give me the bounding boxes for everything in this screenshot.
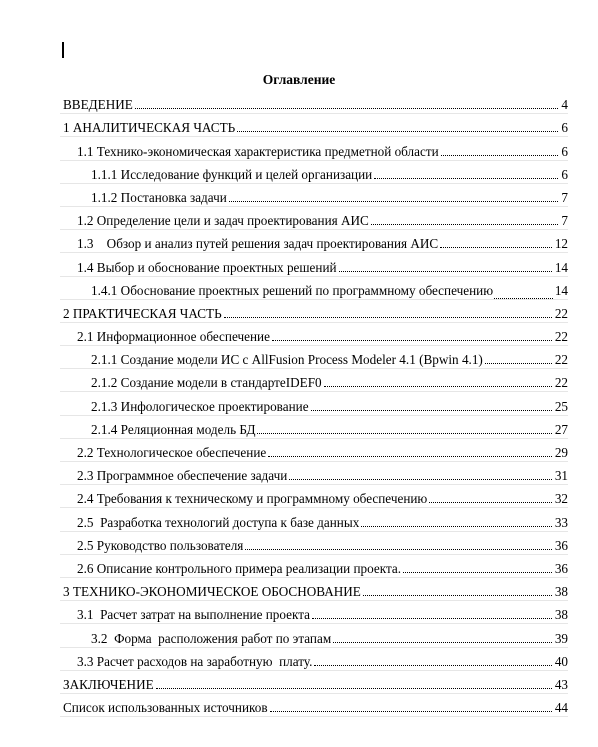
toc-page-number: 39 (554, 630, 568, 646)
toc-entry-text: 2.1 Информационное обеспечение (77, 329, 270, 345)
toc-page-number: 12 (554, 236, 568, 252)
toc-leader-dots (270, 711, 552, 712)
toc-page-number: 36 (554, 560, 568, 576)
toc-page-number: 29 (554, 445, 568, 460)
toc-page-number: 44 (554, 700, 568, 716)
toc-page-number: 22 (554, 305, 568, 321)
toc-entry-text: 2.6 Описание контрольного примера реализации проекта. (77, 560, 402, 576)
toc-leader-dots (374, 178, 558, 179)
toc-leader-dots (229, 201, 559, 202)
toc-leader-dots (224, 317, 552, 318)
toc-entry-text: ВВЕДЕНИЕ (63, 97, 133, 113)
table-of-contents (60, 90, 568, 716)
toc-page-number: 22 (554, 375, 568, 391)
text-cursor (62, 42, 64, 58)
toc-leader-dots (324, 386, 552, 387)
toc-entry-text: 2.1.4 Реляционная модель БД (91, 421, 256, 437)
toc-page-number: 31 (554, 468, 568, 484)
toc-entry[interactable] (60, 183, 568, 206)
toc-entry[interactable] (60, 577, 568, 600)
toc-page-number: 4 (561, 97, 568, 113)
toc-entry[interactable] (60, 345, 568, 368)
toc-page-number: 7 (561, 213, 568, 229)
toc-leader-dots (361, 526, 551, 527)
toc-entry-text: 2.1.3 Инфологическое проектирование (91, 398, 309, 414)
toc-entry-text: 1.1.1 Исследование функций и целей организации (91, 166, 373, 182)
toc-entry-text: 3.2 Форма расположения работ по этапам (91, 630, 332, 646)
toc-leader-dots (441, 155, 559, 156)
toc-entry-text: 1.1 Технико-экономическая характеристика предметной области (77, 143, 439, 159)
toc-leader-dots (268, 456, 552, 457)
toc-entry[interactable] (60, 693, 568, 716)
toc-entry[interactable] (60, 647, 568, 670)
toc-page-number: 22 (554, 352, 568, 368)
toc-entry[interactable] (60, 252, 568, 275)
toc-page-number: 38 (554, 584, 568, 600)
toc-page-number: 40 (554, 653, 568, 669)
toc-page-number: 6 (561, 166, 568, 182)
toc-entry[interactable] (60, 322, 568, 345)
toc-entry[interactable] (60, 391, 568, 414)
toc-entry-text: Список использованных источников (63, 700, 268, 716)
toc-entry-text: 2.3 Программное обеспечение задачи (77, 468, 288, 484)
toc-leader-dots (314, 665, 551, 666)
toc-entry-text: 2.5 Разработка технологий доступа к базе данных (77, 514, 360, 530)
toc-leader-dots (333, 642, 552, 643)
toc-title: Оглавление (262, 72, 336, 87)
toc-entry-text: 1.4 Выбор и обоснование проектных решений (77, 259, 337, 275)
toc-entry[interactable] (60, 229, 568, 252)
toc-page-number: 6 (561, 120, 568, 136)
toc-entry-text: 3.1 Расчет затрат на выполнение проекта (77, 607, 311, 623)
toc-entry-text: 1.2 Определение цели и задач проектирования АИС (77, 213, 369, 229)
toc-entry-text: 3.3 Расчет расходов на заработную плату. (77, 653, 313, 669)
toc-leader-dots (485, 363, 552, 364)
toc-leader-dots (135, 108, 559, 109)
toc-entry-text: 1.4.1 Обоснование проектных решений по программному обеспечению (91, 282, 494, 298)
toc-page-number: 7 (561, 189, 568, 205)
toc-leader-dots (257, 433, 551, 434)
toc-entry[interactable] (60, 160, 568, 183)
toc-entry-text: 2.4 Требования к техническому и программному обеспечению (77, 491, 428, 507)
toc-entry-text: 1.1.2 Постановка задачи (91, 189, 227, 205)
toc-leader-dots (429, 502, 552, 503)
toc-page-number: 38 (554, 607, 568, 623)
toc-entry-text: 2.1.1 Создание модели ИС с AllFusion Process Modeler 4.1 (Bpwin 4.1) (91, 352, 483, 368)
toc-entry[interactable] (60, 623, 568, 646)
toc-page-number: 14 (554, 259, 568, 275)
toc-page-number: 22 (554, 329, 568, 345)
toc-leader-dots (363, 595, 552, 596)
toc-leader-dots (272, 340, 552, 341)
toc-entry[interactable] (60, 113, 568, 136)
toc-entry[interactable] (60, 670, 568, 693)
toc-page-number: 33 (554, 514, 568, 530)
toc-leader-dots (403, 572, 552, 573)
toc-leader-dots (440, 247, 552, 248)
toc-entry[interactable] (60, 299, 568, 322)
toc-page-number: 6 (561, 143, 568, 159)
toc-entry-text: 1.3 Обзор и анализ путей решения задач проектирования АИС (77, 236, 439, 252)
toc-entry[interactable] (60, 484, 568, 507)
toc-entry[interactable] (60, 90, 568, 113)
toc-entry-text: 3 ТЕХНИКО-ЭКОНОМИЧЕСКОЕ ОБОСНОВАНИЕ (63, 584, 361, 600)
toc-leader-dots (339, 271, 552, 272)
toc-entry[interactable] (60, 600, 568, 623)
toc-entry[interactable] (60, 136, 568, 159)
toc-entry[interactable] (60, 438, 568, 461)
toc-leader-dots (311, 410, 552, 411)
toc-entry[interactable] (60, 531, 568, 554)
toc-page-number: 36 (554, 537, 568, 553)
toc-leader-dots (237, 131, 558, 132)
toc-entry-text: 2 ПРАКТИЧЕСКАЯ ЧАСТЬ (63, 305, 222, 321)
toc-entry-text: ЗАКЛЮЧЕНИЕ (63, 676, 154, 692)
toc-leader-dots (156, 688, 552, 689)
toc-entry[interactable] (60, 206, 568, 229)
toc-entry-text: 2.1.2 Создание модели в стандартеIDEF0 (91, 375, 322, 391)
toc-leader-dots (312, 618, 552, 619)
toc-page-number: 14 (554, 282, 568, 298)
toc-entry-text: 2.2 Технологическое обеспечение (77, 445, 267, 460)
toc-leader-dots (245, 549, 551, 550)
toc-entry[interactable] (60, 368, 568, 391)
toc-entry-text: 1 АНАЛИТИЧЕСКАЯ ЧАСТЬ (63, 120, 236, 136)
toc-page-number: 27 (554, 421, 568, 437)
toc-entry[interactable] (60, 507, 568, 530)
toc-page-number: 25 (554, 398, 568, 414)
toc-leader-dots (371, 224, 559, 225)
toc-entry[interactable] (60, 276, 568, 299)
toc-entry[interactable] (60, 554, 568, 577)
toc-leader-dots (289, 479, 552, 480)
toc-page-number: 32 (554, 491, 568, 507)
toc-entry[interactable] (60, 415, 568, 438)
toc-page-number: 43 (554, 676, 568, 692)
toc-entry[interactable] (60, 461, 568, 484)
row-divider (60, 716, 568, 717)
toc-entry-text: 2.5 Руководство пользователя (77, 537, 244, 553)
